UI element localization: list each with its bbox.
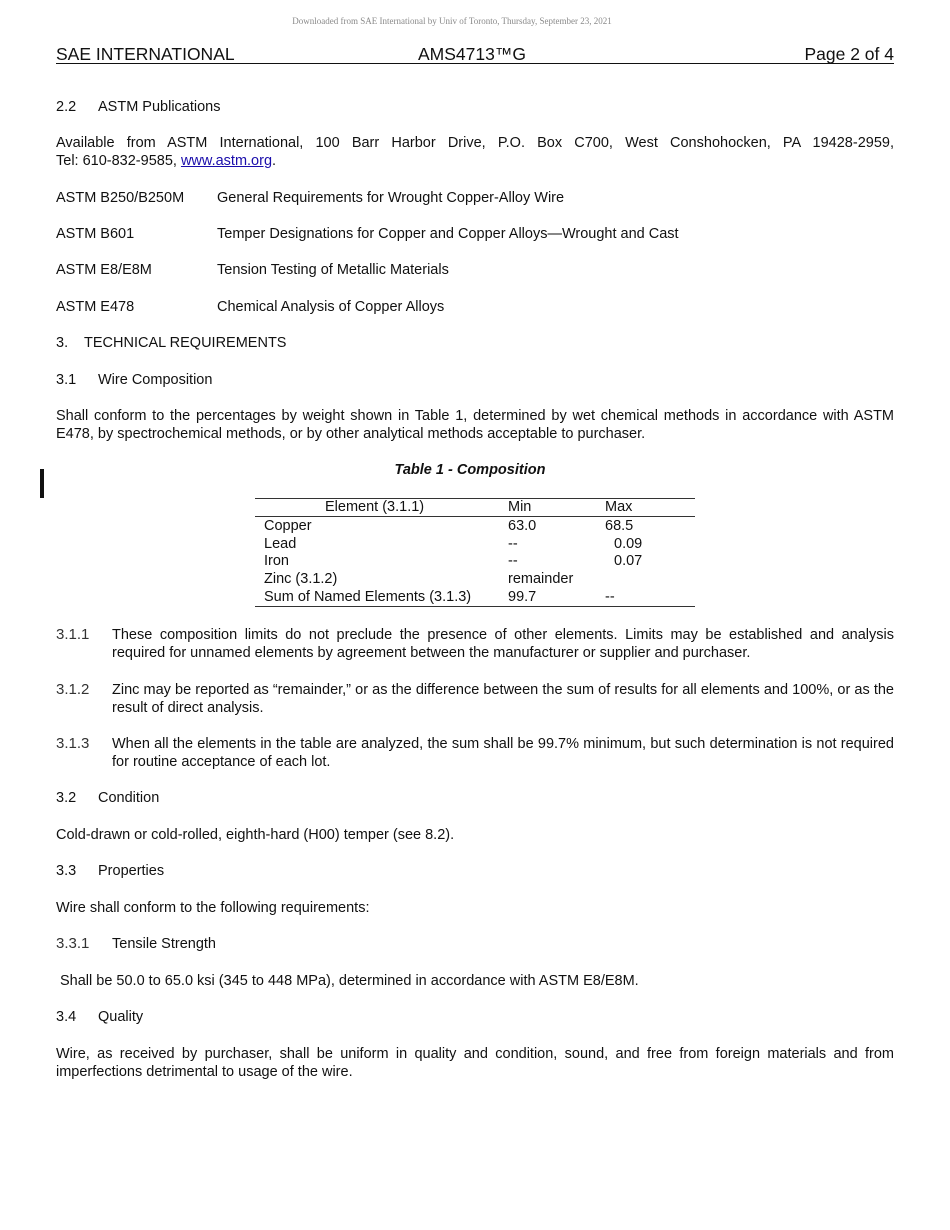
- table-header-max: Max: [605, 499, 633, 515]
- reference-code: ASTM B601: [56, 226, 135, 242]
- section-2-2-title: ASTM Publications: [98, 99, 221, 115]
- section-3-2-text: Cold-drawn or cold-rolled, eighth-hard (H00) temper (see 8.2).: [56, 827, 455, 843]
- note-text: When all the elements in the table are analyzed, the sum shall be 99.7% minimum, but such determination is not required for routine acceptance of each lot.: [112, 736, 894, 770]
- table-cell-min: --: [508, 553, 518, 569]
- section-3-2-title: Condition: [98, 790, 160, 806]
- section-3-3-1-title: Tensile Strength: [112, 936, 216, 952]
- table-header-min: Min: [508, 499, 532, 515]
- reference-code: ASTM E478: [56, 299, 135, 315]
- table-cell-element: Iron: [264, 553, 289, 569]
- table-cell-element: Sum of Named Elements (3.1.3): [264, 589, 472, 605]
- section-3-3-1-number: 3.3.1: [56, 935, 90, 952]
- table-bottom-rule: [255, 606, 695, 607]
- table-cell-max: 0.07: [614, 553, 643, 569]
- table-header-element: Element (3.1.1): [325, 499, 425, 515]
- table-cell-element: Copper: [264, 518, 312, 534]
- note-number: 3.1.3: [56, 735, 90, 752]
- reference-code: ASTM E8/E8M: [56, 262, 152, 278]
- reference-code: ASTM B250/B250M: [56, 190, 185, 206]
- table-cell-max: 68.5: [605, 518, 634, 534]
- section-3-3-title: Properties: [98, 863, 165, 879]
- note-text: Zinc may be reported as “remainder,” or as the difference between the sum of results for all elements and 100%, or as the result of direct analysis.: [112, 682, 894, 716]
- table-cell-element: Lead: [264, 536, 297, 552]
- astm-website-link[interactable]: www.astm.org: [180, 153, 273, 169]
- table-cell-min: 63.0: [508, 518, 537, 534]
- table-cell-max: --: [605, 589, 615, 605]
- table-cell-min: --: [508, 536, 518, 552]
- table-cell-min: remainder: [508, 571, 574, 587]
- section-2-2-number: 2.2: [56, 99, 77, 115]
- table-cell-min: 99.7: [508, 589, 537, 605]
- reference-title: Chemical Analysis of Copper Alloys: [217, 299, 445, 315]
- section-3-4-number: 3.4: [56, 1009, 77, 1025]
- header-publisher: SAE INTERNATIONAL: [56, 44, 235, 64]
- note-text: These composition limits do not preclude the presence of other elements. Limits may be established and analysis required for unnamed elements by agreement between the manufacturer or supplier and purchaser.: [112, 627, 894, 661]
- table-title: Table 1 - Composition: [394, 462, 546, 478]
- section-3-1-text: Shall conform to the percentages by weight shown in Table 1, determined by wet chemical methods in accordance with ASTM E478, by spectrochemical methods, or by other analytical methods acceptable to purchaser.: [56, 408, 894, 442]
- note-number: 3.1.1: [56, 626, 90, 643]
- section-3-title: TECHNICAL REQUIREMENTS: [84, 335, 287, 351]
- astm-contact-end: .: [272, 153, 277, 169]
- note-number: 3.1.2: [56, 681, 90, 698]
- astm-availability-contact: [56, 152, 276, 170]
- header-doc-id: AMS4713™G: [418, 44, 526, 64]
- header-page-number: Page 2 of 4: [804, 44, 894, 64]
- section-3-4-text: Wire, as received by purchaser, shall be uniform in quality and condition, sound, and free from foreign materials and from imperfections detrimental to usage of the wire.: [56, 1046, 894, 1080]
- reference-title: Tension Testing of Metallic Materials: [217, 262, 449, 278]
- download-note: Downloaded from SAE International by Univ of Toronto, Thursday, September 23, 2021: [292, 16, 612, 26]
- astm-availability-line: Available from ASTM International, 100 Barr Harbor Drive, P.O. Box C700, West Conshohocken, PA 19428-2959,: [56, 135, 894, 151]
- reference-title: Temper Designations for Copper and Copper Alloys—Wrought and Cast: [217, 226, 679, 242]
- table-cell-element: Zinc (3.1.2): [264, 571, 338, 587]
- table-header-rule: [255, 516, 695, 517]
- section-3-2-number: 3.2: [56, 790, 77, 806]
- table-cell-max: 0.09: [614, 536, 643, 552]
- section-3-1-number: 3.1: [56, 372, 77, 388]
- section-3-1-title: Wire Composition: [98, 372, 213, 388]
- reference-title: General Requirements for Wrought Copper-Alloy Wire: [217, 190, 565, 206]
- section-3-4-title: Quality: [98, 1009, 144, 1025]
- section-3-3-number: 3.3: [56, 863, 77, 879]
- section-3-3-text: Wire shall conform to the following requirements:: [56, 900, 370, 916]
- section-3-number: 3.: [56, 335, 69, 351]
- section-3-3-1-text: Shall be 50.0 to 65.0 ksi (345 to 448 MPa), determined in accordance with ASTM E8/E8M.: [60, 973, 639, 989]
- header-rule: [56, 63, 894, 64]
- astm-tel: Tel: 610-832-9585,: [56, 153, 181, 169]
